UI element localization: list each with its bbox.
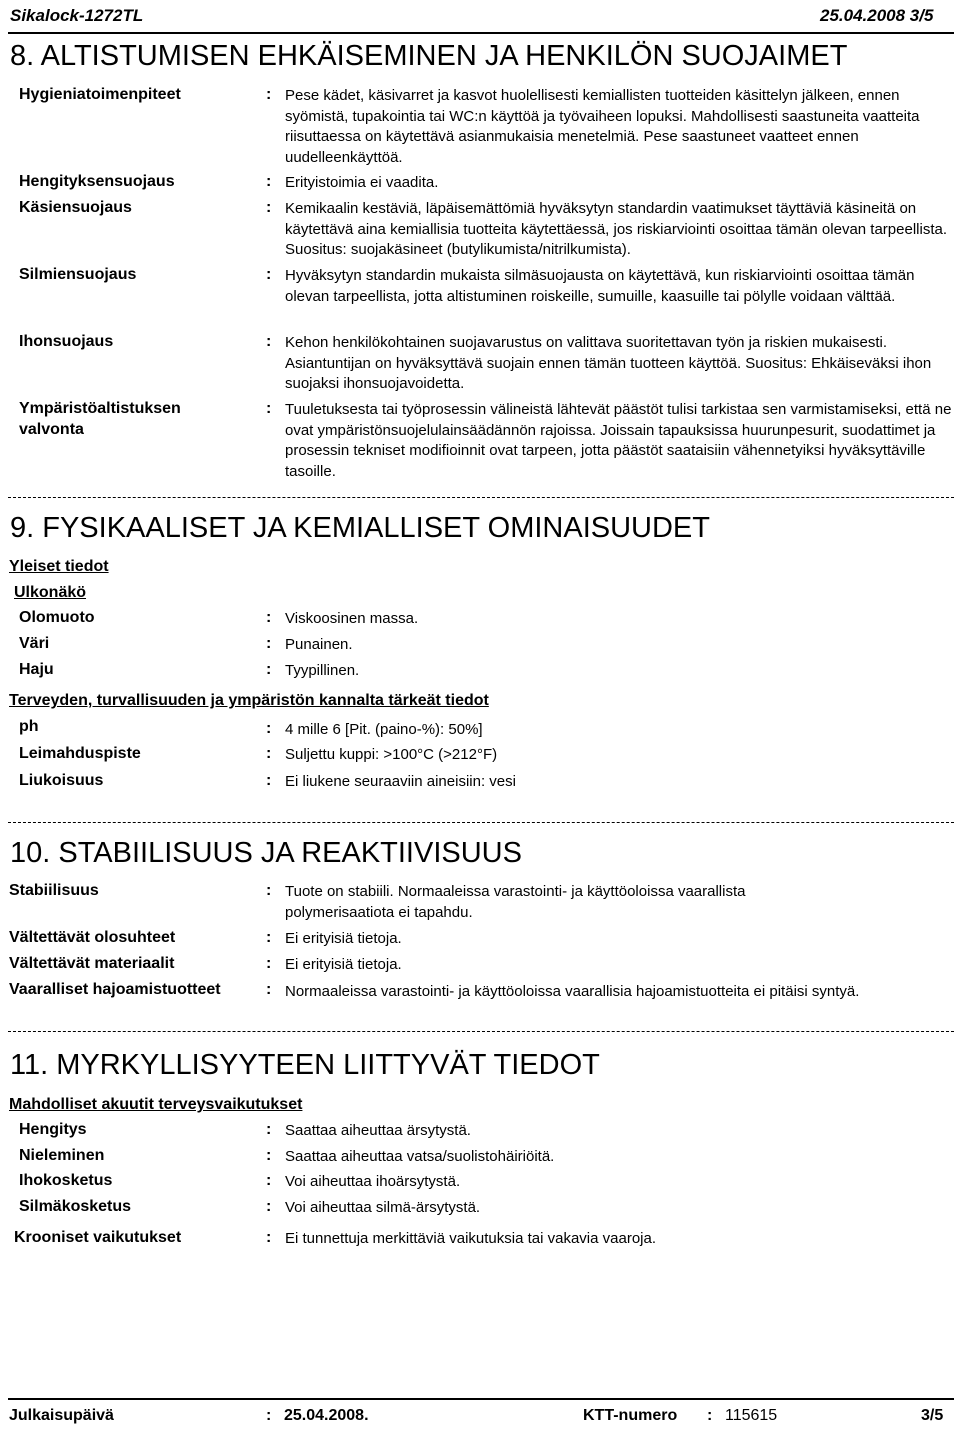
- section-divider: [8, 822, 954, 823]
- colon: :: [266, 199, 272, 216]
- value-stability: Tuote on stabiili. Normaaleissa varastointi- ja käyttöoloissa vaarallista polymerisaatiota ei tapahdu.: [285, 883, 746, 921]
- colon: :: [266, 1407, 272, 1424]
- value-decomposition-products: Normaaleissa varastointi- ja käyttöoloissa vaarallisia hajoamistuotteita ei pitäisi syntyä.: [285, 983, 860, 1000]
- value-hygiene: Pese kädet, käsivarret ja kasvot huolellisesti kemiallisten tuotteiden käsittelyn jälkeen, ennen syömistä, tupakointia tai WC:n käyttöä ja työvaiheen lopuksi. Mahdollisesti saastuneita vaatteita riisuttaessa on käytettävä asianmukaisia menetelmiä. Pese saastuneet vaatteet ennen uudelleenkäyttöä.: [285, 87, 920, 166]
- footer-page: 3/5: [921, 1407, 944, 1424]
- footer-rule: [8, 1398, 954, 1400]
- value-skin: Kehon henkilökohtainen suojavarustus on valittava suoritettavan työn ja riskien mukaisesti. Asiantuntijan on hyväksyttävä suojain ennen tämän tuotteen käyttöä. Suositus: Ehkäiseväksi ihon suojaksi ihonsuojavoidetta.: [285, 334, 932, 392]
- colon: :: [266, 929, 272, 946]
- colon: :: [266, 745, 272, 762]
- label-eye-contact: Silmäkosketus: [19, 1198, 132, 1215]
- label-physical-state: Olomuoto: [19, 609, 95, 626]
- value-hands: Kemikaalin kestäviä, läpäisemättömiä hyväksytyn standardin vaatimukset täyttäviä käsineitä on käytettävä aina kemiallisia tuotteita käytettäessä, jos riskiarviointi osoittaa tämän olevan tarpeellista. Suositus: suojakäsineet (butylikumista/nitrilkumista).: [285, 200, 947, 258]
- colon: :: [266, 1147, 272, 1164]
- section-divider: [8, 1031, 954, 1032]
- colon: :: [266, 955, 272, 972]
- label-materials-to-avoid: Vältettävät materiaalit: [9, 955, 175, 972]
- value-skin-contact: Voi aiheuttaa ihoärsytystä.: [285, 1173, 461, 1190]
- value-environment: Tuuletuksesta tai työprosessin välineistä lähtevät päästöt tulisi tarkistaa sen varmistamiseksi, että ne ovat ympäristönsuojelulainsäädännön rajoissa. Joissain tapauksissa huurunpesurit, suodattimet ja prosessin tekniset modifioinnit ovat tarpeen, jotta päästöt saataisiin vähennetyiksi hyväksyttäville tasoille.: [285, 401, 952, 480]
- value-respiratory: Erityistoimia ei vaadita.: [285, 174, 439, 191]
- label-environment-line1: Ympäristöaltistuksen: [19, 400, 181, 417]
- value-solubility: Ei liukene seuraaviin aineisiin: vesi: [285, 773, 516, 790]
- label-chronic-effects: Krooniset vaikutukset: [14, 1229, 182, 1246]
- value-flash-point: Suljettu kuppi: >100°C (>212°F): [285, 746, 498, 763]
- colon: :: [266, 1121, 272, 1138]
- label-skin-contact: Ihokosketus: [19, 1172, 113, 1189]
- colon: :: [266, 635, 272, 652]
- document-name: Sikalock-1272TL: [10, 6, 144, 25]
- label-flash-point: Leimahduspiste: [19, 745, 141, 762]
- value-eye-contact: Voi aiheuttaa silmä-ärsytystä.: [285, 1199, 481, 1216]
- colon: :: [266, 1198, 272, 1215]
- colon: :: [266, 772, 272, 789]
- section-9-title: 9. FYSIKAALISET JA KEMIALLISET OMINAISUUDET: [10, 512, 710, 544]
- footer-ktt-label: KTT-numero: [583, 1407, 678, 1424]
- value-odor: Tyypillinen.: [285, 662, 360, 679]
- colon: :: [266, 609, 272, 626]
- footer-ktt-value: 115615: [725, 1407, 778, 1424]
- colon: :: [266, 720, 272, 737]
- header-date-page: 25.04.2008 3/5: [820, 6, 934, 25]
- label-decomposition-products: Vaaralliset hajoamistuotteet: [9, 981, 221, 998]
- value-materials-to-avoid: Ei erityisiä tietoja.: [285, 956, 402, 973]
- value-color: Punainen.: [285, 636, 353, 653]
- footer-date-value: 25.04.2008.: [284, 1407, 369, 1424]
- value-inhalation: Saattaa aiheuttaa ärsytystä.: [285, 1122, 471, 1139]
- colon: :: [266, 882, 272, 899]
- value-ingestion: Saattaa aiheuttaa vatsa/suolistohäiriöitä.: [285, 1148, 555, 1165]
- label-odor: Haju: [19, 661, 54, 678]
- value-eyes: Hyväksytyn standardin mukaista silmäsuojausta on käytettävä, kun riskiarviointi osoittaa tämän olevan tarpeellista, jotta altistuminen roiskeille, sumuille, kaasuille tai pölylle voidaan välttää.: [285, 267, 915, 305]
- colon: :: [266, 86, 272, 103]
- colon: :: [266, 333, 272, 350]
- label-hygiene: Hygieniatoimenpiteet: [19, 86, 181, 103]
- label-eyes: Silmiensuojaus: [19, 266, 137, 283]
- label-color: Väri: [19, 635, 50, 652]
- general-info-heading: Yleiset tiedot: [9, 558, 109, 575]
- value-physical-state: Viskoosinen massa.: [285, 610, 419, 627]
- label-solubility: Liukoisuus: [19, 772, 104, 789]
- section-divider: [8, 497, 954, 498]
- appearance-heading: Ulkonäkö: [14, 584, 87, 601]
- colon: :: [266, 173, 272, 190]
- label-hands: Käsiensuojaus: [19, 199, 132, 216]
- label-skin: Ihonsuojaus: [19, 333, 114, 350]
- section-8-title: 8. ALTISTUMISEN EHKÄISEMINEN JA HENKILÖN SUOJAIMET: [10, 40, 848, 72]
- value-ph: 4 mille 6 [Pit. (paino-%): 50%]: [285, 721, 483, 738]
- footer-date-label: Julkaisupäivä: [9, 1407, 114, 1424]
- label-environment-line2: valvonta: [19, 421, 84, 438]
- colon: :: [266, 1172, 272, 1189]
- label-ph: ph: [19, 718, 39, 735]
- value-conditions-to-avoid: Ei erityisiä tietoja.: [285, 930, 402, 947]
- label-inhalation: Hengitys: [19, 1121, 87, 1138]
- label-conditions-to-avoid: Vältettävät olosuhteet: [9, 929, 176, 946]
- colon: :: [707, 1407, 713, 1424]
- label-ingestion: Nieleminen: [19, 1147, 105, 1164]
- colon: :: [266, 1229, 272, 1246]
- health-safety-heading: Terveyden, turvallisuuden ja ympäristön kannalta tärkeät tiedot: [9, 692, 489, 709]
- section-10-title: 10. STABIILISUUS JA REAKTIIVISUUS: [10, 837, 522, 869]
- colon: :: [266, 400, 272, 417]
- header-rule: [8, 32, 954, 34]
- colon: :: [266, 661, 272, 678]
- section-11-title: 11. MYRKYLLISYYTEEN LIITTYVÄT TIEDOT: [10, 1049, 600, 1081]
- label-stability: Stabiilisuus: [9, 882, 99, 899]
- label-respiratory: Hengityksensuojaus: [19, 173, 175, 190]
- colon: :: [266, 981, 272, 998]
- acute-effects-heading: Mahdolliset akuutit terveysvaikutukset: [9, 1096, 303, 1113]
- value-chronic-effects: Ei tunnettuja merkittäviä vaikutuksia tai vakavia vaaroja.: [285, 1230, 657, 1247]
- colon: :: [266, 266, 272, 283]
